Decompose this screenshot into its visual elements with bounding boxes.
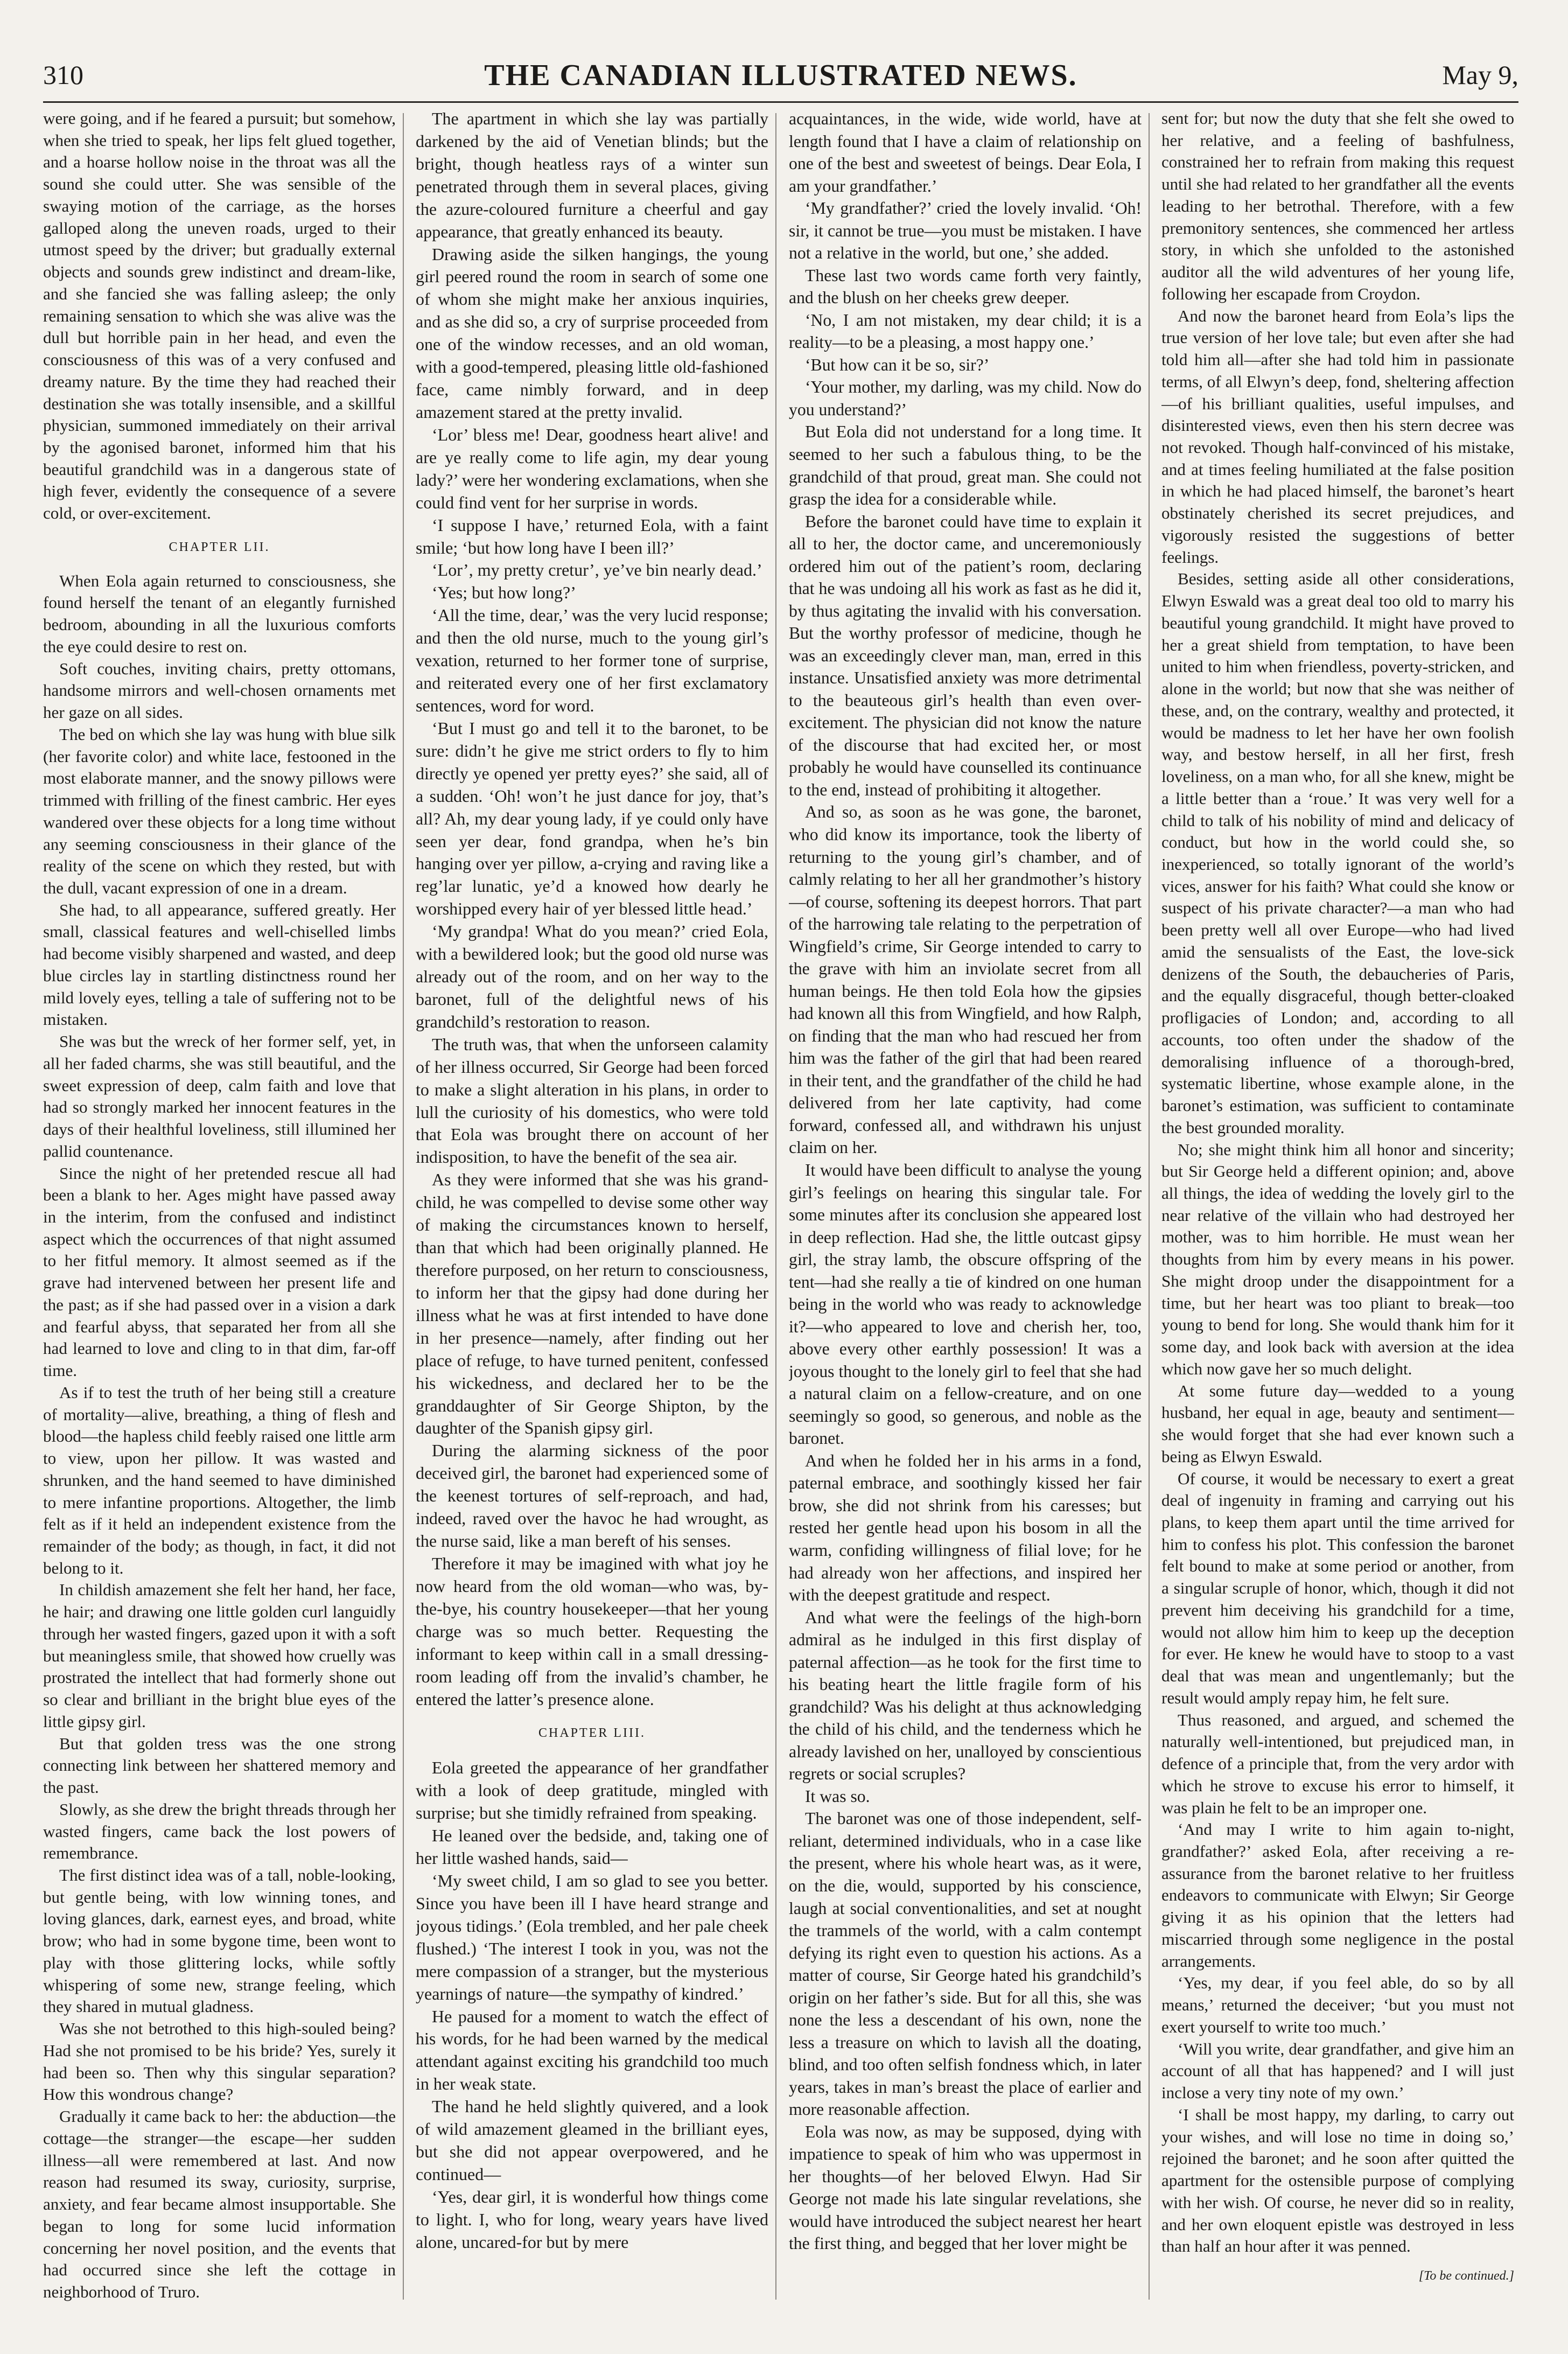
paragraph: ‘My grandpa! What do you mean?’ cried Eola, with a bewildered look; but the good old nurse was already out of the room, and on her way to the baronet, full of the delightful news of his grandchild’s restoration to reason. <box>416 921 768 1031</box>
continued-note: [To be continued.] <box>1418 2268 1514 2283</box>
paragraph: These last two words came forth very faintly, and the blush on her cheeks grew deeper. <box>789 266 1142 308</box>
paragraph: She had, to all appearance, suffered greatly. Her small, classical features and well-chiselled limbs had become visibly sharpened and wasted, and deep blue circles lay in startling distinctness round her mild lovely eyes, telling a tale of suffering not to be mistaken. <box>43 900 396 1029</box>
paragraph: ‘And may I write to him again to-night, grandfather?’ asked Eola, after receiving a re-assurance from the baronet relative to her fruitless endeavors to communicate with Elwyn; Sir George giving it as his opinion that the letters had miscarried through some negligence in the postal arrangements. <box>1161 1820 1514 1971</box>
paragraph: Thus reasoned, and argued, and schemed the naturally well-intentioned, but prejudiced man, in defence of a principle that, from the very ardor with which he strove to excuse his error to himself, it was plain he felt to be an improper one. <box>1161 1710 1514 1817</box>
paragraph: ‘I suppose I have,’ returned Eola, with a faint smile; ‘but how long have I been ill?’ <box>416 515 768 557</box>
text-column-3 <box>789 108 1142 2305</box>
paragraph: The truth was, that when the unforseen calamity of her illness occurred, Sir George had been forced to make a slight alteration in his plans, in order to lull the curiosity of his domestics, who were told that Eola was brought there on account of her indisposition, to have the benefit of the sea air. <box>416 1034 768 1167</box>
paragraph: He leaned over the bedside, and, taking one of her little washed hands, said— <box>416 1826 768 1868</box>
paragraph: Drawing aside the silken hangings, the young girl peered round the room in search of some one of whom she might make her anxious inquiries, and as she did so, a cry of surprise proceeded from one of the window recesses, and an old woman, with a good-tempered, pleasing little old-fashioned face, came nimbly forward, and in deep amazement stared at the pretty invalid. <box>416 244 768 422</box>
paragraph: When Eola again returned to consciousness, she found herself the tenant of an elegantly furnished bedroom, abounding in all the luxurious comforts the eye could desire to rest on. <box>43 571 396 656</box>
page-header <box>43 54 1518 97</box>
column-divider <box>775 113 776 2300</box>
paragraph: Of course, it would be necessary to exert a great deal of ingenuity in framing and carrying out his plans, to keep them apart until the time arrived for him to confess his plot. This confession the baronet felt bound to make at some period or another, from a singular scruple of honor, which, though it did not prevent him deceiving his grandchild for a time, would not allow him him to keep up the deception for ever. He knew he would have to stoop to a vast deal that was mean and ungentlemanly; but the result would amply repay him, he felt sure. <box>1161 1469 1514 1707</box>
paragraph: It would have been difficult to analyse the young girl’s feelings on hearing this singular tale. For some minutes after its conclusion she appeared lost in deep reflection. Had she, the little outcast gipsy girl, the stray lamb, the obscure offspring of the tent—had she really a tie of kindred on one human being in the world who was ready to acknowledge it?—who appeared to love and cherish her, too, above every other earthly possession! It was a joyous thought to the lonely girl to feel that she had a natural claim on a fellow-creature, and on one seemingly so good, so generous, and noble as the baronet. <box>789 1160 1142 1448</box>
paragraph: Before the baronet could have time to explain it all to her, the doctor came, and unceremoniously ordered him out of the patient’s room, declaring that he was undoing all his work as fast as he did it, by thus agitating the invalid with his conversation. But the worthy professor of medicine, though he was an exceedingly clever man, man, erred in this instance. Unsatisfied anxiety was more detrimental to the beauteous girl’s health than even over-excitement. The physician did not know the nature of the discourse that had excited her, or most probably he would have counselled its continuance to the end, instead of prohibiting it altogether. <box>789 512 1142 799</box>
paragraph: And so, as soon as he was gone, the baronet, who did know its importance, took the liberty of returning to the young girl’s chamber, and of calmly relating to her all her grandmother’s history—of course, softening its deepest horrors. That part of the harrowing tale relating to the perpetration of Wingfield’s crime, Sir George intended to carry to the grave with him an inviolate secret from all human beings. He then told Eola how the gipsies had known all this from Wingfield, and how Ralph, on finding that the man who had rescued her from him was the father of the girl that had been reared in their tent, and the grandfather of the child he had delivered from her late captivity, had come forward, confessed all, and withdrawn his unjust claim on her. <box>789 802 1142 1157</box>
page-number: 310 <box>43 60 83 90</box>
paragraph: But Eola did not understand for a long time. It seemed to her such a fabulous thing, to be the grandchild of that proud, great man. She could not grasp the idea for a considerable while. <box>789 422 1142 509</box>
text-column-4 <box>1161 108 1514 2305</box>
paragraph: The first distinct idea was of a tall, noble-looking, but gentle being, with low winning tones, and loving glances, dark, earnest eyes, and broad, white brow; who had in some bygone time, been wont to play with those glittering locks, while softly whispering of some new, strange feeling, which they shared in mutual gladness. <box>43 1866 396 2016</box>
paragraph: ‘All the time, dear,’ was the very lucid response; and then the old nurse, much to the young girl’s vexation, returned to her former tone of surprise, and reiterated every one of her first exclamatory sentences, word for word. <box>416 605 768 715</box>
paragraph: During the alarming sickness of the poor deceived girl, the baronet had experienced some of the keenest tortures of self-reproach, and had, indeed, raved over the havoc he had wrought, as the nurse said, like a man bereft of his senses. <box>416 1441 768 1551</box>
paragraph: At some future day—wedded to a young husband, her equal in age, beauty and sentiment—she would forget that she had ever known such a being as Elwyn Eswald. <box>1161 1381 1514 1466</box>
paragraph: Soft couches, inviting chairs, pretty ottomans, handsome mirrors and well-chosen ornaments met her gaze on all sides. <box>43 659 396 722</box>
paragraph: Therefore it may be imagined with what joy he now heard from the old woman—who was, by-the-bye, his country housekeeper—that her young charge was so much better. Requesting the informant to keep within call in a small dressing-room leading off from the invalid’s chamber, he entered the latter’s presence alone. <box>416 1554 768 1709</box>
paragraph: ‘But how can it be so, sir?’ <box>805 355 990 374</box>
paragraph: The apartment in which she lay was partially darkened by the aid of Venetian blinds; but the bright, though heatless rays of a winter sun penetrated through them in several places, giving the azure-coloured furniture a cheerful and gay appearance, that greatly enhanced its beauty. <box>416 109 768 241</box>
paragraph: ‘My sweet child, I am so glad to see you better. Since you have been ill I have heard strange and joyous tidings.’ (Eola trembled, and her pale cheek flushed.) ‘The interest I took in you, was not the mere compassion of a stranger, but the mysterious yearnings of nature—the sympathy of kindred.’ <box>416 1870 768 2003</box>
paragraph: Gradually it came back to her: the abduction—the cottage—the stranger—the escape—her sudden illness—all were remembered at last. And now reason had resumed its sway, curiosity, surprise, anxiety, and fear became almost insupportable. She began to long for some lucid information concerning her novel position, and the events that had occurred since she left the cottage in neighborhood of Truro. <box>43 2107 396 2301</box>
paragraph: ‘Yes, dear girl, it is wonderful how things come to light. I, who for long, weary years have lived alone, uncared-for but by mere <box>416 2187 768 2252</box>
paragraph: acquaintances, in the wide, wide world, have at length found that I have a claim of relationship on one of the best and sweetest of beings. Dear Eola, I am your grandfather.’ <box>789 109 1142 195</box>
paragraph: ‘Lor’, my pretty cretur’, ye’ve bin nearly dead.’ <box>432 560 762 580</box>
paragraph: And when he folded her in his arms in a fond, paternal embrace, and soothingly kissed her fair brow, she did not shrink from his caresses; but rested her gentle head upon his bosom in all the warm, confiding willingness of filial love; for he had already won her affections, and inspired her with the deepest gratitude and respect. <box>789 1451 1142 1605</box>
paragraph: Besides, setting aside all other considerations, Elwyn Eswald was a great deal too old to marry his beautiful young grandchild. It might have proved to her a great shield from temptation, to have been united to him when friendless, poverty-stricken, and alone in the world; but now that she was neither of these, and, on the contrary, wealthy and protected, it would be madness to let her have her own foolish way, and bestow herself, in all her first, fresh loveliness, on a man who, for all she knew, might be a little better than a ‘roue.’ It was very well for a child to talk of his nobility of mind and delicacy of conduct, but how in the world could she, so inexperienced, so totally ignorant of the world’s vices, answer for his faith? What could she know or suspect of his private character?—a man who had been pretty well all over Europe—who had lived amid the sensualists of the East, the love-sick denizens of the South, the debaucheries of Paris, and the equally disgraceful, though better-cloaked profligacies of London; and, according to all accounts, too often under the shadow of the demoralising influence of a thorough-bred, systematic libertine, whose example alone, in the baronet’s estimation, was sufficient to contaminate the best grounded morality. <box>1161 569 1514 1137</box>
text-column-2 <box>416 108 768 2305</box>
paragraph: And what were the feelings of the high-born admiral as he indulged in this first display of paternal affection—as he took for the first time to his beating heart the little fragile form of his grandchild? Was his delight at thus acknowledging the child of his child, and the tenderness which he already lavished on her, unalloyed by conscientious regrets or social scruples? <box>789 1608 1142 1784</box>
paragraph: ‘But I must go and tell it to the baronet, to be sure: didn’t he give me strict orders to fly to him directly ye opened yer pretty eyes?’ she said, all of a sudden. ‘Oh! won’t he just dance for joy, that’s all? Ah, my dear young lady, if ye could only have seen yer dear, fond grandpa, when he’s bin hanging over yer pillow, a-crying and raving like a reg’lar lunatic, ye’d a knowed how dearly he worshipped every hair of yer blessed little head.’ <box>416 718 768 919</box>
paragraph: ‘No, I am not mistaken, my dear child; it is a reality—to be a pleasing, a most happy one.’ <box>789 310 1142 352</box>
paragraph: were going, and if he feared a pursuit; but somehow, when she tried to speak, her lips felt glued together, and a hoarse hollow noise in the throat was all the sound she could utter. She was sensible of the swaying motion of the carriage, as the horses galloped along the uneven roads, urged to their utmost speed by the driver; but gradually external objects and sounds grew indistinct and dream-like, and she fancied she was falling asleep; the only remaining sensation to which she was alive was the dull but horrible pain in her head, and even the consciousness of this was of a very confused and dreamy nature. By the time they had reached their destination she was totally insensible, and a skillful physician, summoned immediately on their arrival by the agonised baronet, informed him that his beautiful grandchild was in a dangerous state of high fever, evidently the consequence of a severe cold, or over-excitement. <box>43 109 396 523</box>
issue-date: May 9, <box>1442 60 1518 90</box>
paragraph: ‘Yes; but how long?’ <box>432 583 576 603</box>
paragraph: The baronet was one of those independent, self-reliant, determined individuals, who in a case like the present, where his whole heart was, as it were, on the die, would, supported by his conscience, laugh at social conventionalities, and set at nought the trammels of the world, with a calm contempt defying its right even to question his actions. As a matter of course, Sir George hated his grandchild’s origin on her father’s side. But for all this, she was none the less a descendant of his own, none the less a treasure on which to lavish all the doating, blind, and too often selfish fondness which, in later years, takes in man’s breast the place of earlier and more reasonable affection. <box>789 1809 1142 2119</box>
paragraph: Slowly, as she drew the bright threads through her wasted fingers, came back the lost powers of remembrance. <box>43 1799 396 1863</box>
paragraph: ‘I shall be most happy, my darling, to carry out your wishes, and will lose no time in doing so,’ rejoined the baronet; and he soon after quitted the apartment for the ostensible purpose of complying with her wish. Of course, he never did so in reality, and her own eloquent epistle was destroyed in less than half an hour after it was penned. <box>1161 2105 1514 2256</box>
paragraph: Since the night of her pretended rescue all had been a blank to her. Ages might have passed away in the interim, from the confused and indistinct aspect which the occurrences of that night assumed to her fitful memory. It almost seemed as if the grave had intervened between her present life and the past; as if she had passed over in a vision a dark and fearful abyss, that separated her from all she had learned to love and cling to in that dim, far-off time. <box>43 1163 396 1380</box>
paragraph: ‘Yes, my dear, if you feel able, do so by all means,’ returned the deceiver; ‘but you must not exert yourself to write too much.’ <box>1161 1973 1514 2036</box>
header-rule <box>43 101 1518 103</box>
text-column-1 <box>43 108 396 2305</box>
paragraph: As they were informed that she was his grand-child, he was compelled to devise some other way of making the circumstances known to herself, than that which had been originally planned. He therefore purposed, on her return to consciousness, to inform her that the gipsy had done during her illness what he was at first intended to have done in her presence—namely, after finding out her place of refuge, to have turned penitent, confessed his wickedness, and declared her to be the granddaughter of Sir George Shipton, by the daughter of the Spanish gipsy girl. <box>416 1170 768 1438</box>
paragraph: It was so. <box>805 1786 870 1806</box>
paragraph: And now the baronet heard from Eola’s lips the true version of her love tale; but even after she had told him all—after she had told him in passionate terms, of all Elwyn’s deep, fond, sheltering affection—of his brilliant qualities, useful impulses, and disinterested views, even then his stern decree was not revoked. Though half-convinced of his mistake, and at times feeling humiliated at the false position in which he had placed himself, the baronet’s heart obstinately cherished its secret prejudices, and vigorously resisted the suggestions of better feelings. <box>1161 306 1514 567</box>
column-divider <box>403 113 404 2300</box>
paragraph: The hand he held slightly quivered, and a look of wild amazement gleamed in the brilliant eyes, but she did not appear overpowered, and he continued— <box>416 2097 768 2184</box>
masthead-title: THE CANADIAN ILLUSTRATED NEWS. <box>484 59 1077 92</box>
paragraph: The bed on which she lay was hung with blue silk (her favorite color) and white lace, festooned in the most elaborate manner, and the snowy pillows were trimmed with frilling of the finest cambric. Her eyes wandered over these objects for a long time without any seeming consciousness in their glance of the reality of the scene on which they rested, but with the dull, vacant expression of one in a dream. <box>43 724 396 897</box>
chapter-heading: CHAPTER LII. <box>169 540 270 554</box>
paragraph: He paused for a moment to watch the effect of his words, for he had been warned by the medical attendant against exciting his grandchild too much in her weak state. <box>416 2006 768 2094</box>
paragraph: As if to test the truth of her being still a creature of mortality—alive, breathing, a thing of flesh and blood—the hapless child feebly raised one little arm to view, upon her pillow. It was wasted and shrunken, and the hand seemed to have diminished to mere infantine proportions. Altogether, the limb felt as if it held an independent existence from the remainder of the body; as though, in fact, it did not belong to it. <box>43 1382 396 1577</box>
paragraph: She was but the wreck of her former self, yet, in all her faded charms, she was still beautiful, and the sweet expression of deep, calm faith and love that had so strongly marked her innocent features in the days of their healthful loveliness, still illumined her pallid countenance. <box>43 1032 396 1161</box>
chapter-heading: CHAPTER LIII. <box>538 1726 646 1741</box>
paragraph: But that golden tress was the one strong connecting link between her shattered memory and the past. <box>43 1734 396 1797</box>
paragraph: In childish amazement she felt her hand, her face, he hair; and drawing one little golden curl languidly through her wasted fingers, gazed upon it with a soft but meaningless smile, that showed how cruelly was prostrated the intellect that had formerly shone out so clear and brilliant in the bright blue eyes of the little gipsy girl. <box>43 1580 396 1731</box>
paragraph: Eola greeted the appearance of her grandfather with a look of deep gratitude, mingled with surprise; but she timidly refrained from speaking. <box>416 1758 768 1823</box>
paragraph: ‘My grandfather?’ cried the lovely invalid. ‘Oh! sir, it cannot be true—you must be mistaken. I have not a relative in the world, but one,’ she added. <box>789 199 1142 263</box>
paragraph: ‘Will you write, dear grandfather, and give him an account of all that has happened? and I will just inclose a very tiny note of my own.’ <box>1161 2039 1514 2102</box>
paragraph: Was she not betrothed to this high-souled being? Had she not promised to be his bride? Yes, surely it had been so. Then why this singular separation? How this wondrous change? <box>43 2019 396 2104</box>
paragraph: ‘Your mother, my darling, was my child. Now do you understand?’ <box>789 378 1142 419</box>
paragraph: Eola was now, as may be supposed, dying with impatience to speak of him who was uppermost in her thoughts—of her beloved Elwyn. Had Sir George not made his late singular revelations, she would have introduced the subject nearest her heart the first thing, and begged that her lover might be <box>789 2122 1142 2253</box>
column-divider <box>1149 113 1150 2300</box>
paragraph: ‘Lor’ bless me! Dear, goodness heart alive! and are ye really come to life agin, my dear young lady?’ were her wondering exclamations, when she could find vent for her surprise in words. <box>416 424 768 512</box>
paragraph: No; she might think him all honor and sincerity; but Sir George held a different opinion; and, above all things, the idea of wedding the lovely girl to the near relative of the villain who had destroyed her mother, was to him horrible. He must wean her thoughts from him by every means in his power. She might droop under the disappointment for a time, but her heart was too pliant to break—too young to bend for long. She would thank him for it some day, and look back with aversion at the idea which now gave her so much delight. <box>1161 1140 1514 1378</box>
paragraph: sent for; but now the duty that she felt she owed to her relative, and a feeling of bashfulness, constrained her to refrain from making this request until she had related to her grandfather all the events leading to her betrothal. Therefore, with a few premonitory sentences, she commenced her artless story, in which she unfolded to the astonished auditor all the wild adventures of her young life, following her escapade from Croydon. <box>1161 109 1514 303</box>
